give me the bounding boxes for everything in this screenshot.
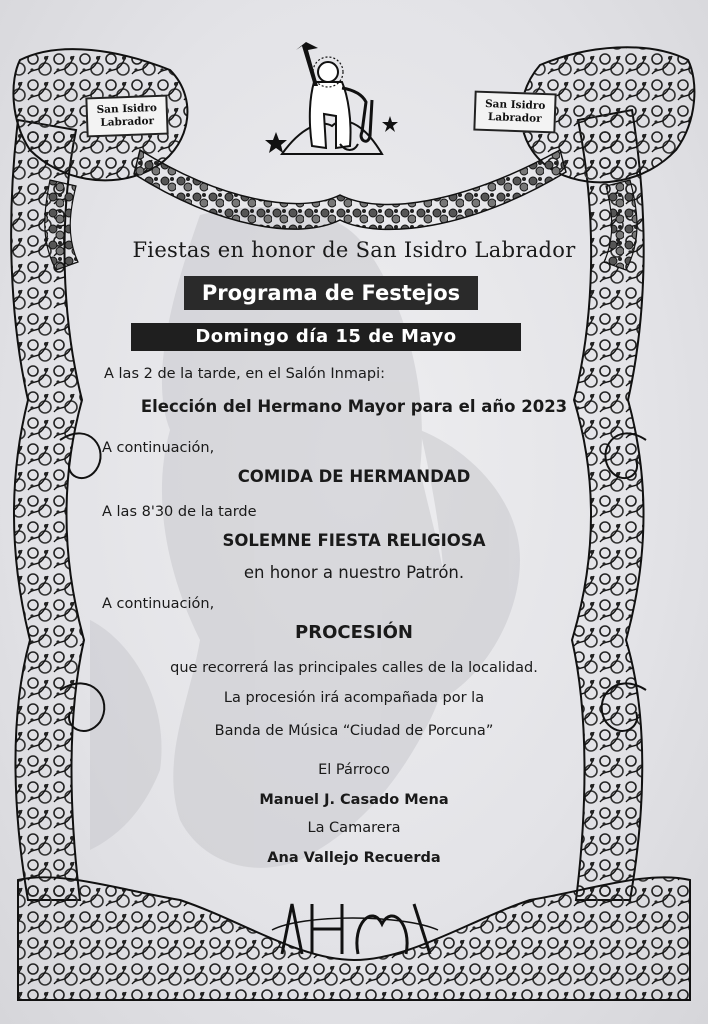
label-right-line1: San Isidro: [484, 97, 546, 113]
page-title: Fiestas en honor de San Isidro Labrador: [132, 238, 576, 262]
signature-role-2: La Camarera: [307, 820, 401, 836]
event-time-1: A las 2 de la tarde, en el Salón Inmapi:: [104, 366, 385, 382]
label-right-line2: Labrador: [487, 111, 542, 125]
label-left-line1: San Isidro: [96, 101, 158, 117]
signature-name-1: Manuel J. Casado Mena: [259, 792, 449, 808]
event-title-2: COMIDA DE HERMANDAD: [237, 467, 471, 486]
event-title-3: SOLEMNE FIESTA RELIGIOSA: [222, 531, 486, 550]
date-banner: Domingo día 15 de Mayo: [131, 323, 521, 351]
event-subtitle-3: en honor a nuestro Patrón.: [243, 563, 465, 582]
programa-banner: Programa de Festejos: [184, 276, 478, 310]
signature-name-2: Ana Vallejo Recuerda: [267, 850, 441, 866]
event-time-4: A continuación,: [102, 596, 215, 612]
event-title-4: PROCESIÓN: [295, 622, 413, 643]
event-title-1: Elección del Hermano Mayor para el año 2023: [140, 397, 568, 416]
signature-role-1: El Párroco: [318, 762, 390, 778]
event-detail-4c: Banda de Música “Ciudad de Porcuna”: [214, 723, 494, 739]
monogram-icon: [262, 894, 446, 964]
label-left-line2: Labrador: [100, 115, 155, 129]
event-detail-4b: La procesión irá acompañada por la: [223, 690, 485, 706]
event-time-2: A continuación,: [102, 440, 215, 456]
event-detail-4a: que recorrerá las principales calles de la localidad.: [170, 660, 538, 676]
event-time-3: A las 8'30 de la tarde: [102, 504, 257, 520]
